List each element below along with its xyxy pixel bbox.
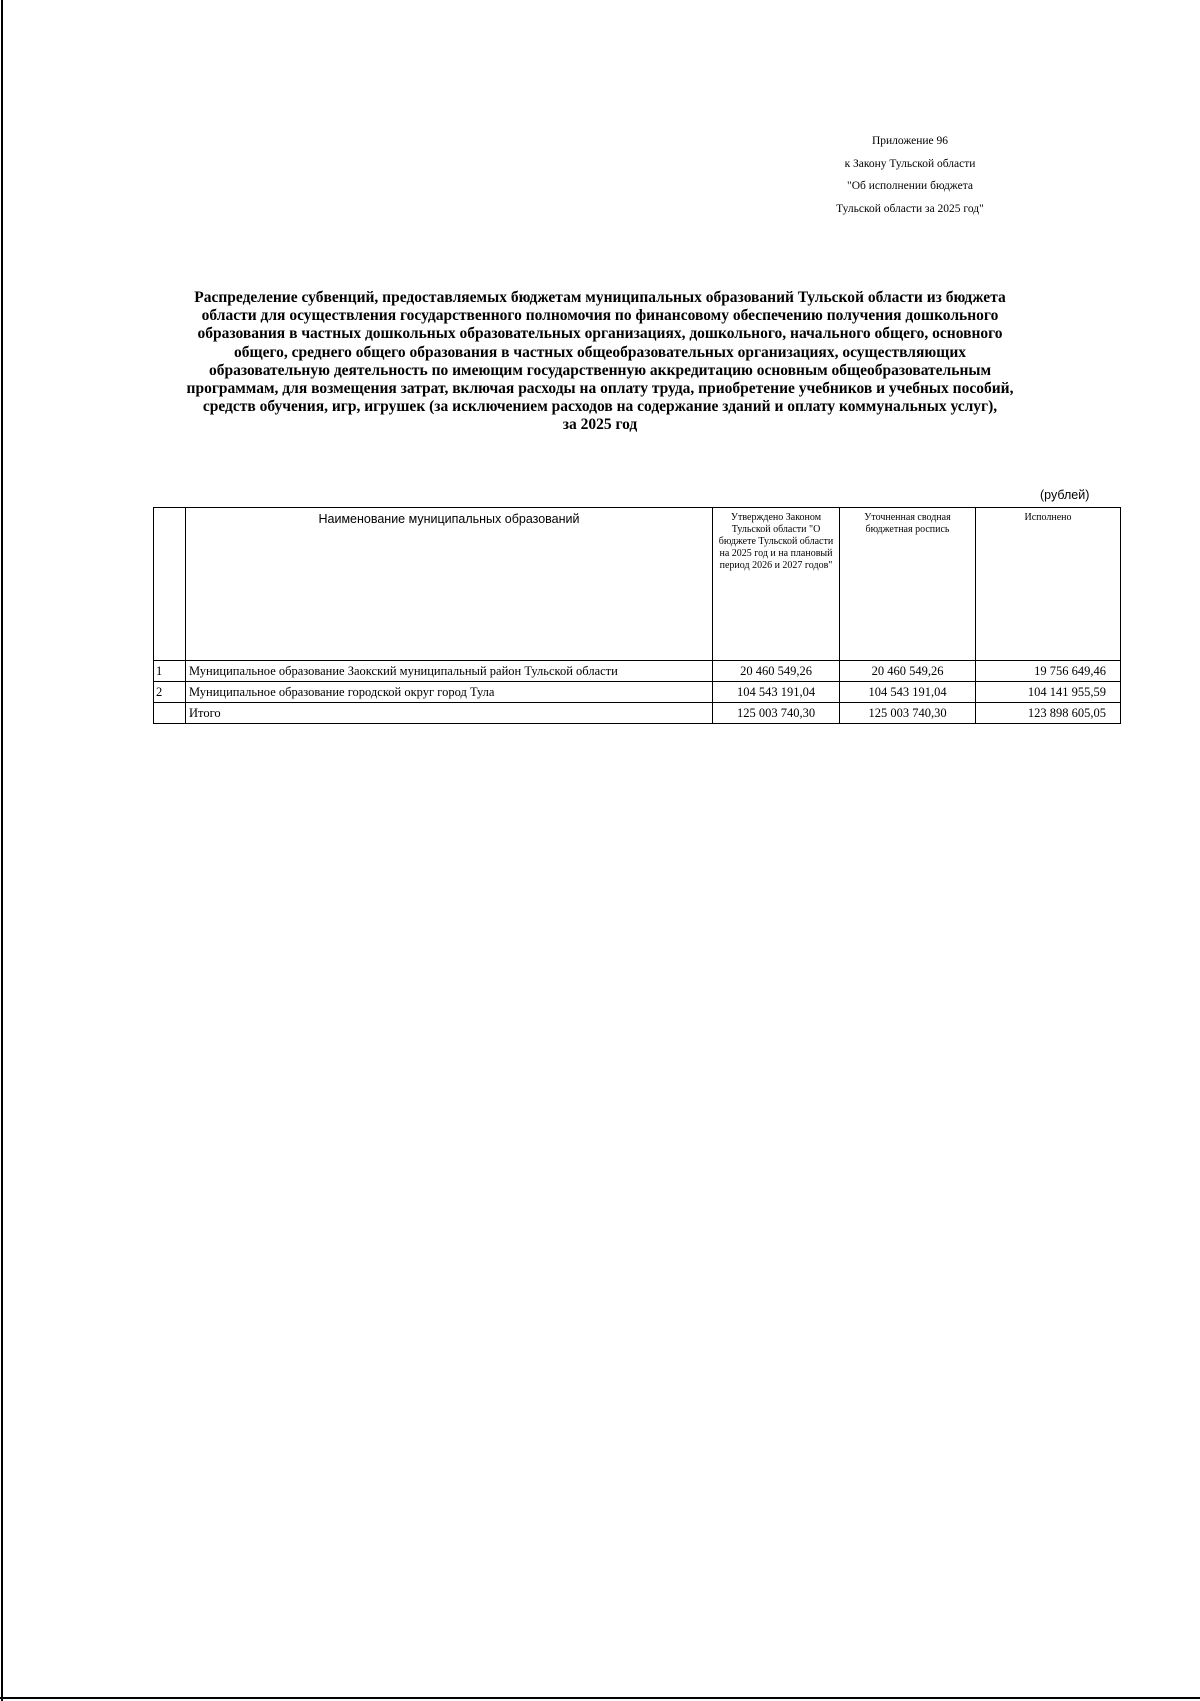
document-title (130, 289, 1070, 435)
row-revised: 104 543 191,04 (840, 682, 976, 703)
title-line-8: за 2025 год (562, 416, 638, 434)
row-approved: 125 003 740,30 (713, 703, 840, 724)
row-executed: 123 898 605,05 (976, 703, 1121, 724)
title-line-1: Распределение субвенций, предоставляемых бюджетам муниципальных образований Тульской области из бюджета (194, 289, 1006, 306)
row-name: Итого (186, 703, 713, 724)
title-line-4: общего, среднего общего образования в частных общеобразовательных организациях, осуществляющих (234, 343, 966, 361)
table-row (154, 661, 1121, 682)
row-number (154, 703, 186, 724)
row-executed: 19 756 649,46 (976, 661, 1121, 682)
table-total-row (154, 703, 1121, 724)
appendix-line-2: к Закону Тульской области (844, 157, 976, 170)
scan-border-left (1, 0, 3, 1701)
appendix-reference (770, 130, 1050, 220)
appendix-line-1: Приложение 96 (871, 135, 949, 147)
row-name: Муниципальное образование Заокский муниципальный район Тульской области (186, 661, 713, 682)
row-approved: 20 460 549,26 (713, 661, 840, 682)
title-line-3: образования в частных дошкольных образовательных организациях, дошкольного, начального общего, основного (197, 325, 1003, 343)
appendix-line-4: Тульской области за 2025 год" (836, 202, 984, 215)
header-number (154, 508, 186, 661)
header-approved: Утверждено Законом Тульской области "О бюджете Тульской области на 2025 год и на плановый период 2026 и 2027 годов" (713, 508, 840, 661)
header-name: Наименование муниципальных образований (186, 508, 713, 661)
title-line-5: образовательную деятельность по имеющим государственную аккредитацию основным общеобразовательным (208, 361, 992, 379)
title-line-6: программам, для возмещения затрат, включая расходы на оплату труда, приобретение учебников и учебных пособий, (186, 380, 1014, 398)
row-revised: 20 460 549,26 (840, 661, 976, 682)
header-executed: Исполнено (976, 508, 1121, 661)
table-header-row (154, 508, 1121, 661)
row-name: Муниципальное образование городской округ город Тула (186, 682, 713, 703)
header-revised: Уточненная сводная бюджетная роспись (840, 508, 976, 661)
table-row (154, 682, 1121, 703)
row-executed: 104 141 955,59 (976, 682, 1121, 703)
subvention-table (153, 507, 1121, 724)
row-number: 2 (154, 682, 186, 703)
title-line-2: области для осуществления государственного полномочия по финансовому обеспечению получения дошкольного (201, 307, 999, 325)
row-approved: 104 543 191,04 (713, 682, 840, 703)
row-revised: 125 003 740,30 (840, 703, 976, 724)
scan-border-bottom (0, 1697, 1200, 1699)
appendix-line-3: "Об исполнении бюджета (847, 180, 973, 192)
units-label: (рублей) (1040, 488, 1090, 502)
row-number: 1 (154, 661, 186, 682)
title-line-7: средств обучения, игр, игрушек (за исключением расходов на содержание зданий и оплату коммунальных услуг), (202, 398, 998, 416)
